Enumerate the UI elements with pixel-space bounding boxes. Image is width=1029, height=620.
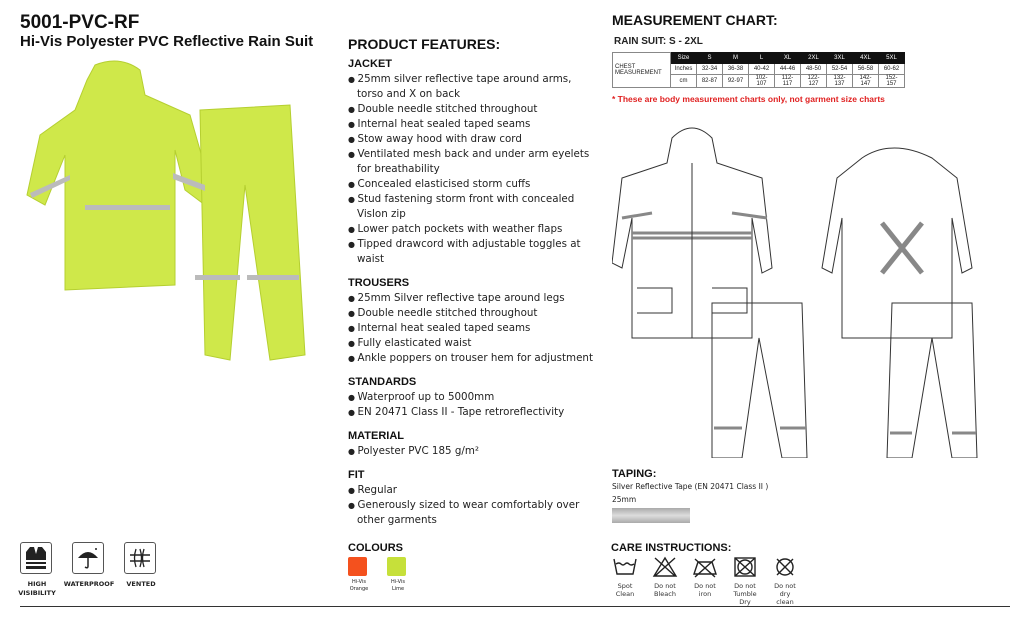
feature-item: ● Ankle poppers on trouser hem for adjustment (348, 351, 598, 366)
feature-section (348, 277, 598, 366)
feature-waterproof: WATERPROOF (72, 542, 106, 598)
cm-cell: 142-147 (853, 75, 879, 88)
cm-cell: 82-87 (697, 75, 723, 88)
product-features (348, 36, 598, 593)
care-item: Do not iron (692, 556, 718, 606)
feature-section (348, 376, 598, 420)
taping-width: 25mm (612, 495, 637, 504)
size-header: L (749, 53, 775, 64)
no-dry-clean-icon (772, 556, 798, 578)
product-code: 5001-PVC-RF (20, 12, 140, 33)
feature-item: ● Internal heat sealed taped seams (348, 321, 598, 336)
feature-section (348, 469, 598, 528)
size-header: S (697, 53, 723, 64)
care-item: Do not Bleach (652, 556, 678, 606)
feature-icons (20, 542, 158, 598)
inches-cell: 56-58 (853, 64, 879, 75)
section-heading: STANDARDS (348, 376, 417, 388)
technical-drawing (612, 118, 1012, 458)
size-header: 5XL (879, 53, 905, 64)
feature-item: ● Internal heat sealed taped seams (348, 117, 598, 132)
measurement-table: CHEST MEASUREMENT Size S M L XL 2XL 3XL 4XL 5XL Inches 32-34 36-38 40-42 44-46 48-50 52-54 56-58 60-62 cm 82-87 92-97 102-107 112-117 122-127 132-137 142-147 152-157 (612, 52, 905, 88)
cm-cell: 152-157 (879, 75, 905, 88)
section-heading: TROUSERS (348, 277, 410, 289)
section-heading: FIT (348, 469, 365, 481)
colour-swatch: Hi-Vis Orange (348, 557, 370, 593)
feature-item: ● Waterproof up to 5000mm (348, 390, 598, 405)
feature-item: ● Concealed elasticised storm cuffs (348, 177, 598, 192)
feature-item: ● Generously sized to wear comfortably over other garments (348, 498, 598, 528)
inches-cell: 32-34 (697, 64, 723, 75)
taping-heading: TAPING: (612, 468, 657, 480)
product-photo (25, 55, 315, 365)
product-name: Hi-Vis Polyester PVC Reflective Rain Suit (20, 33, 314, 50)
feature-vented: VENTED (124, 542, 158, 598)
care-instructions (612, 556, 798, 606)
size-header: XL (775, 53, 801, 64)
feature-section (348, 430, 598, 459)
feature-item: ● EN 20471 Class II - Tape retroreflectivity (348, 405, 598, 420)
cm-cell: 102-107 (749, 75, 775, 88)
feature-item: ● Tipped drawcord with adjustable toggles at waist (348, 237, 598, 267)
feature-item: ● Lower patch pockets with weather flaps (348, 222, 598, 237)
feature-item: ● Double needle stitched throughout (348, 102, 598, 117)
no-iron-icon (692, 556, 718, 578)
inches-cell: 40-42 (749, 64, 775, 75)
feature-item: ● 25mm Silver reflective tape around legs (348, 291, 598, 306)
measurement-note: * These are body measurement charts only, not garment size charts (612, 94, 885, 104)
feature-item: ● Polyester PVC 185 g/m² (348, 444, 598, 459)
cm-cell: 132-137 (827, 75, 853, 88)
cm-cell: 92-97 (723, 75, 749, 88)
inches-cell: 44-46 (775, 64, 801, 75)
measurement-title: MEASUREMENT CHART: (612, 12, 778, 28)
features-title: PRODUCT FEATURES: (348, 36, 501, 52)
feature-item: ● Double needle stitched throughout (348, 306, 598, 321)
size-header: M (723, 53, 749, 64)
wash-icon (612, 556, 638, 578)
care-item: Spot Clean (612, 556, 638, 606)
care-heading: CARE INSTRUCTIONS: (611, 542, 732, 554)
no-tumble-dry-icon (732, 556, 758, 578)
hi-vis-vest-icon (25, 546, 47, 570)
care-item: Do not Tumble Dry (732, 556, 758, 606)
taping-desc: Silver Reflective Tape (EN 20471 Class II ) (612, 482, 769, 491)
tape-swatch (612, 508, 690, 523)
feature-item: ● Regular (348, 483, 598, 498)
care-item: Do not dry clean (772, 556, 798, 606)
feature-item: ● 25mm silver reflective tape around arms, torso and X on back (348, 72, 598, 102)
feature-high-visibility: HIGH VISIBILITY (20, 542, 54, 598)
inches-cell: 60-62 (879, 64, 905, 75)
inches-cell: 52-54 (827, 64, 853, 75)
feature-item: ● Fully elasticated waist (348, 336, 598, 351)
no-bleach-icon (652, 556, 678, 578)
measurement-subtitle: RAIN SUIT: S - 2XL (614, 36, 703, 47)
divider (20, 606, 1010, 607)
vent-icon (128, 546, 152, 570)
colours-heading: COLOURS (348, 542, 403, 554)
section-heading: JACKET (348, 58, 393, 70)
inches-cell: 48-50 (801, 64, 827, 75)
feature-section (348, 58, 598, 267)
feature-item: ● Ventilated mesh back and under arm eyelets for breathability (348, 147, 598, 177)
size-header: 2XL (801, 53, 827, 64)
inches-cell: 36-38 (723, 64, 749, 75)
size-header: 3XL (827, 53, 853, 64)
umbrella-icon (76, 546, 100, 570)
cm-cell: 122-127 (801, 75, 827, 88)
section-heading: MATERIAL (348, 430, 405, 442)
feature-item: ● Stud fastening storm front with concealed Vislon zip (348, 192, 598, 222)
colour-swatch: Hi-Vis Lime (387, 557, 409, 593)
cm-cell: 112-117 (775, 75, 801, 88)
size-header: 4XL (853, 53, 879, 64)
feature-item: ● Stow away hood with draw cord (348, 132, 598, 147)
